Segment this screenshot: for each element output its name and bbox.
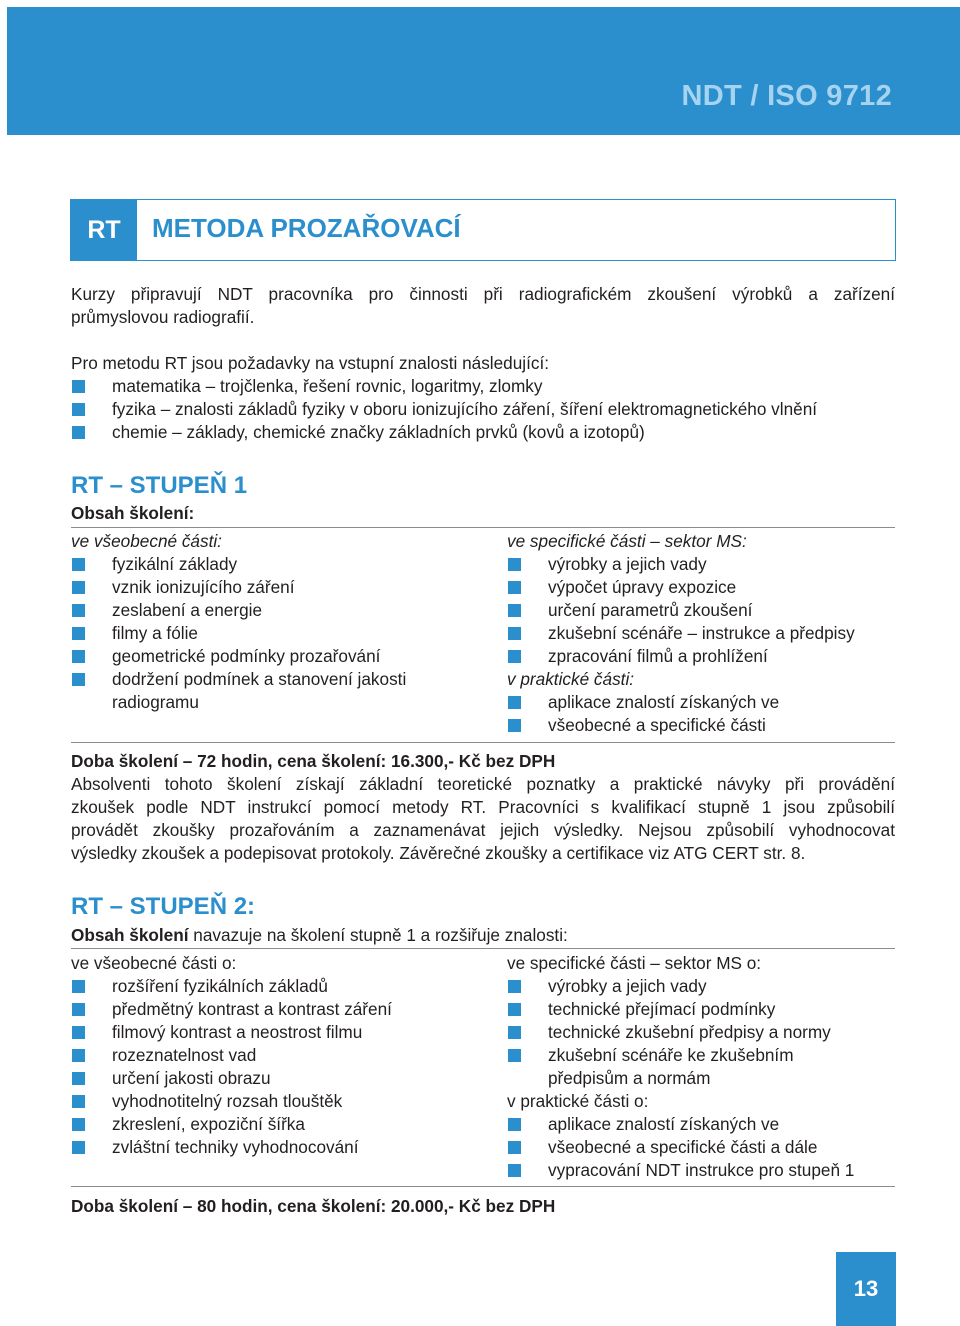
list-item: všeobecné a specifické části a dále [507, 1136, 895, 1159]
square-bullet-icon [72, 673, 85, 686]
square-bullet-icon [508, 696, 521, 709]
divider [71, 948, 895, 949]
level2-right-list [507, 975, 895, 1090]
list-item: fyzika – znalosti základů fyziky v oboru ionizujícího záření, šíření elektromagnetického vlnění [71, 398, 895, 421]
square-bullet-icon [72, 627, 85, 640]
list-item: zeslabení a energie [71, 599, 471, 622]
list-item: rozeznatelnost vad [71, 1044, 491, 1067]
square-bullet-icon [508, 1049, 521, 1062]
square-bullet-icon [508, 1026, 521, 1039]
divider [71, 527, 895, 528]
list-item: zkušební scénáře ke zkušebním [507, 1044, 895, 1067]
intro-line-1: Kurzy připravují NDT pracovníka pro činnosti při radiografickém zkoušení výrobků a zařízení [71, 284, 895, 304]
level1-duration: Doba školení – 72 hodin, cena školení: 16.300,- Kč bez DPH [71, 751, 556, 771]
square-bullet-icon [72, 426, 85, 439]
level1-practical-heading: v praktické části: [507, 669, 635, 689]
square-bullet-icon [72, 650, 85, 663]
list-item: dodržení podmínek a stanovení jakosti [71, 668, 471, 691]
level1-desc-line: zkoušek podle NDT instrukcí pomocí metody RT. Pracovníci s kvalifikací stupně 1 jsou způsobilí [71, 797, 895, 817]
list-item: chemie – základy, chemické značky základních prvků (kovů a izotopů) [71, 421, 895, 444]
list-item: fyzikální základy [71, 553, 471, 576]
square-bullet-icon [72, 380, 85, 393]
square-bullet-icon [72, 980, 85, 993]
level1-left-list [71, 553, 471, 714]
list-item: zkreslení, expoziční šířka [71, 1113, 491, 1136]
level1-desc-line: Absolventi tohoto školení získají základní teoretické poznatky a praktické návyky při provádění [71, 774, 895, 794]
level2-left-heading: ve všeobecné části o: [71, 953, 237, 973]
square-bullet-icon [72, 1141, 85, 1154]
square-bullet-icon [72, 1026, 85, 1039]
prereq-heading: Pro metodu RT jsou požadavky na vstupní znalosti následující: [71, 353, 550, 373]
level1-desc-line: výsledky zkoušek a podepisovat protokoly. Závěrečné zkoušky a certifikace viz ATG CERT str. 8. [71, 843, 806, 863]
list-item: matematika – trojčlenka, řešení rovnic, logaritmy, zlomky [71, 375, 895, 398]
method-title: METODA PROZAŘOVACÍ [152, 213, 461, 243]
square-bullet-icon [508, 650, 521, 663]
list-item-continuation: radiogramu [112, 692, 199, 712]
level1-content-title: Obsah školení: [71, 503, 195, 523]
square-bullet-icon [508, 1164, 521, 1177]
list-item: rozšíření fyzikálních základů [71, 975, 491, 998]
list-item: výpočet úpravy expozice [507, 576, 895, 599]
level1-heading: RT – STUPEŇ 1 [71, 472, 248, 499]
list-item: předmětný kontrast a kontrast záření [71, 998, 491, 1021]
square-bullet-icon [72, 604, 85, 617]
square-bullet-icon [508, 1003, 521, 1016]
level1-desc-line: provádět zkoušky prozařováním a zaznamenávat jejich výsledky. Nejsou způsobilí vyhodnocovat [71, 820, 895, 840]
prereq-list [71, 375, 895, 444]
list-item: výrobky a jejich vady [507, 553, 895, 576]
square-bullet-icon [72, 1118, 85, 1131]
square-bullet-icon [508, 558, 521, 571]
list-item: technické zkušební předpisy a normy [507, 1021, 895, 1044]
list-item: geometrické podmínky prozařování [71, 645, 471, 668]
square-bullet-icon [508, 1141, 521, 1154]
square-bullet-icon [508, 719, 521, 732]
list-item: aplikace znalostí získaných ve [507, 691, 895, 714]
square-bullet-icon [508, 581, 521, 594]
square-bullet-icon [72, 1095, 85, 1108]
level2-content-title: Obsah školení navazuje na školení stupně 1 a rozšiřuje znalosti: [71, 925, 568, 945]
list-item: zvláštní techniky vyhodnocování [71, 1136, 491, 1159]
header-band [7, 7, 960, 135]
square-bullet-icon [508, 604, 521, 617]
square-bullet-icon [72, 1072, 85, 1085]
square-bullet-icon [508, 1118, 521, 1131]
list-item: technické přejímací podmínky [507, 998, 895, 1021]
list-item: vyhodnotitelný rozsah tlouštěk [71, 1090, 491, 1113]
list-item: výrobky a jejich vady [507, 975, 895, 998]
title-box [70, 199, 896, 261]
list-item: určení parametrů zkoušení [507, 599, 895, 622]
square-bullet-icon [72, 581, 85, 594]
list-item: určení jakosti obrazu [71, 1067, 491, 1090]
method-code: RT [71, 200, 137, 260]
header-title: NDT / ISO 9712 [681, 80, 892, 112]
intro-line-2: průmyslovou radiografií. [71, 307, 255, 327]
level2-left-list [71, 975, 491, 1159]
list-item: zpracování filmů a prohlížení [507, 645, 895, 668]
divider [71, 1186, 895, 1187]
level1-practical-list [507, 691, 895, 737]
level2-right-heading: ve specifické části – sektor MS o: [507, 953, 762, 973]
page-number: 13 [836, 1252, 896, 1326]
list-item: vypracování NDT instrukce pro stupeň 1 [507, 1159, 895, 1182]
square-bullet-icon [72, 1003, 85, 1016]
list-item-continuation: předpisům a normám [548, 1068, 711, 1088]
level1-left-heading: ve všeobecné části: [71, 531, 222, 551]
divider [71, 742, 895, 743]
list-item: aplikace znalostí získaných ve [507, 1113, 895, 1136]
level2-practical-list [507, 1113, 895, 1182]
level1-right-list [507, 553, 895, 668]
level1-right-heading: ve specifické části – sektor MS: [507, 531, 747, 551]
square-bullet-icon [508, 627, 521, 640]
level2-practical-heading: v praktické části o: [507, 1091, 649, 1111]
level2-heading: RT – STUPEŇ 2: [71, 893, 256, 920]
list-item: vznik ionizujícího záření [71, 576, 471, 599]
square-bullet-icon [72, 403, 85, 416]
list-item: filmy a fólie [71, 622, 471, 645]
list-item: zkušební scénáře – instrukce a předpisy [507, 622, 895, 645]
square-bullet-icon [508, 980, 521, 993]
list-item: filmový kontrast a neostrost filmu [71, 1021, 491, 1044]
list-item: všeobecné a specifické části [507, 714, 895, 737]
level2-duration: Doba školení – 80 hodin, cena školení: 20.000,- Kč bez DPH [71, 1196, 556, 1216]
square-bullet-icon [72, 1049, 85, 1062]
square-bullet-icon [72, 558, 85, 571]
